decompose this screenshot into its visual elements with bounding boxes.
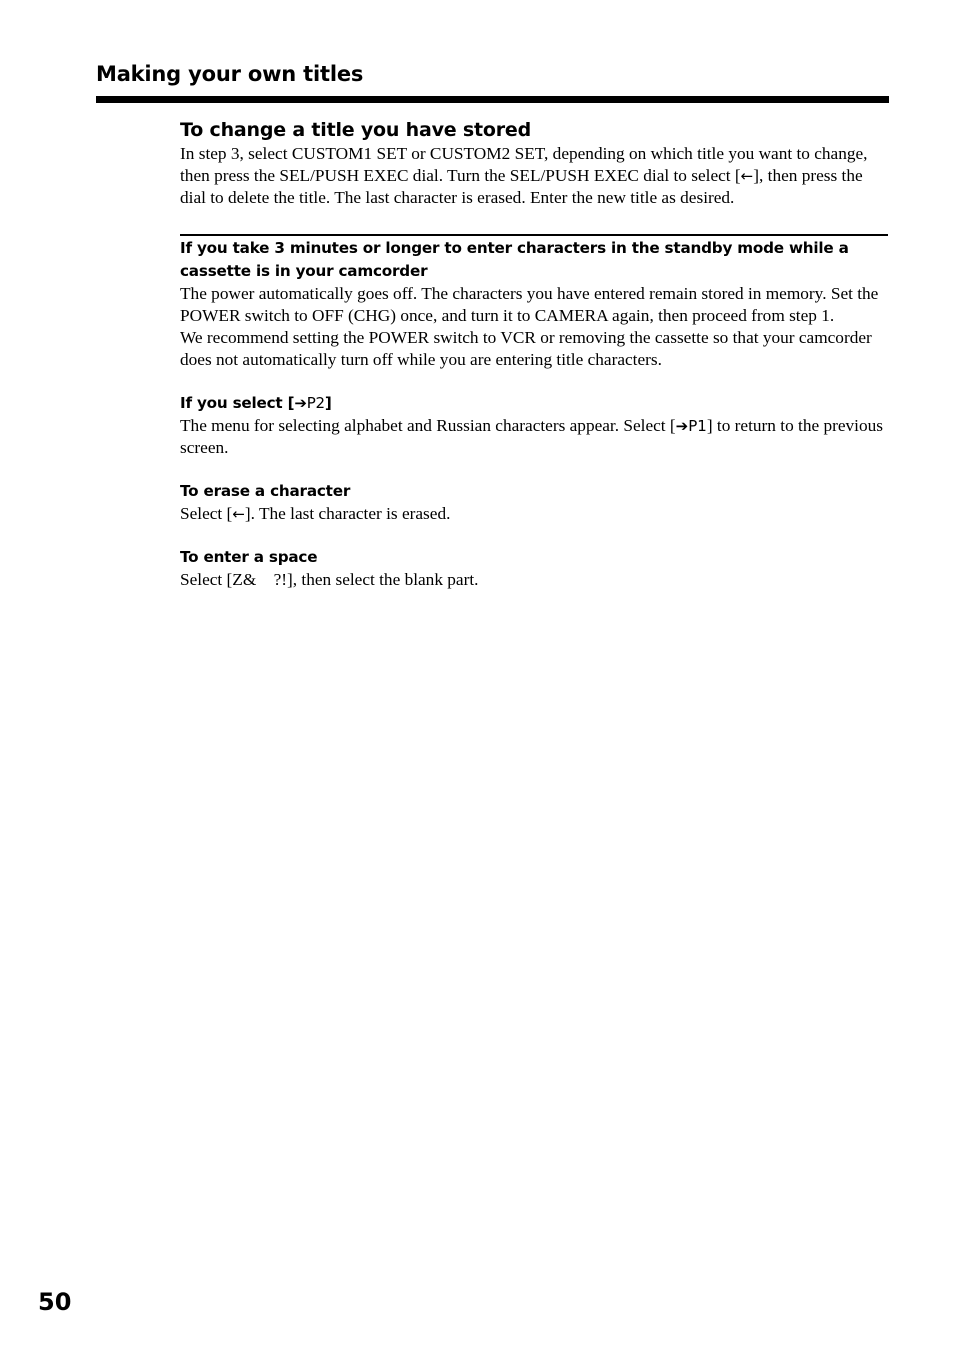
select-p2-heading-end: ] xyxy=(324,394,332,412)
erase-character-heading: To erase a character xyxy=(180,482,351,500)
select-p2-body-end: ] to return to the previous screen. xyxy=(180,416,883,457)
change-title-section xyxy=(180,117,888,209)
enter-space-body: Select [Z& ?!], then select the blank part. xyxy=(180,570,479,589)
erase-character-body-end: ]. The last character is erased. xyxy=(244,504,451,523)
page2-arrow-icon: ➔P2 xyxy=(294,394,325,412)
erase-character-body xyxy=(180,503,888,525)
select-p2-heading xyxy=(180,392,888,415)
erase-character-section xyxy=(180,480,888,525)
back-arrow-icon: ← xyxy=(740,167,754,185)
standby-note-paragraph-1: The power automatically goes off. The characters you have entered remain stored in memory. Set the POWER switch to OFF (CHG) once, and turn it to CAMERA again, then proceed from step 1. xyxy=(180,284,879,325)
select-p2-section xyxy=(180,392,888,459)
standby-note-paragraph-2: We recommend setting the POWER switch to VCR or removing the cassette so that your camcorder does not automatically turn off while you are entering title characters. xyxy=(180,328,872,369)
standby-note-section xyxy=(180,237,888,371)
select-p2-heading-start: If you select [ xyxy=(180,394,295,412)
standby-note-heading: If you take 3 minutes or longer to enter characters in the standby mode while a cassette is in your camcorder xyxy=(180,239,849,280)
note-divider xyxy=(180,234,888,236)
enter-space-heading: To enter a space xyxy=(180,548,318,566)
change-title-body-start: In step 3, select CUSTOM1 SET or CUSTOM2 SET, depending on which title you want to change, then press the SEL/PUSH EXEC dial. Turn the SEL/PUSH EXEC dial to select [ xyxy=(180,144,868,185)
back-arrow-icon: ← xyxy=(232,505,245,523)
page-content xyxy=(180,117,888,591)
header-rule xyxy=(96,96,889,103)
select-p2-body-start: The menu for selecting alphabet and Russian characters appear. Select [ xyxy=(180,416,676,435)
erase-character-body-start: Select [ xyxy=(180,504,233,523)
select-p2-body xyxy=(180,415,888,459)
change-title-body xyxy=(180,143,888,209)
enter-space-section xyxy=(180,546,888,591)
section-title: Making your own titles xyxy=(96,62,364,86)
page1-arrow-icon: ➔P1 xyxy=(675,417,707,435)
page-number: 50 xyxy=(38,1288,72,1316)
change-title-body-end: ], then press the dial to delete the title. The last character is erased. Enter the new title as desired. xyxy=(180,166,863,207)
change-title-heading: To change a title you have stored xyxy=(180,119,531,141)
